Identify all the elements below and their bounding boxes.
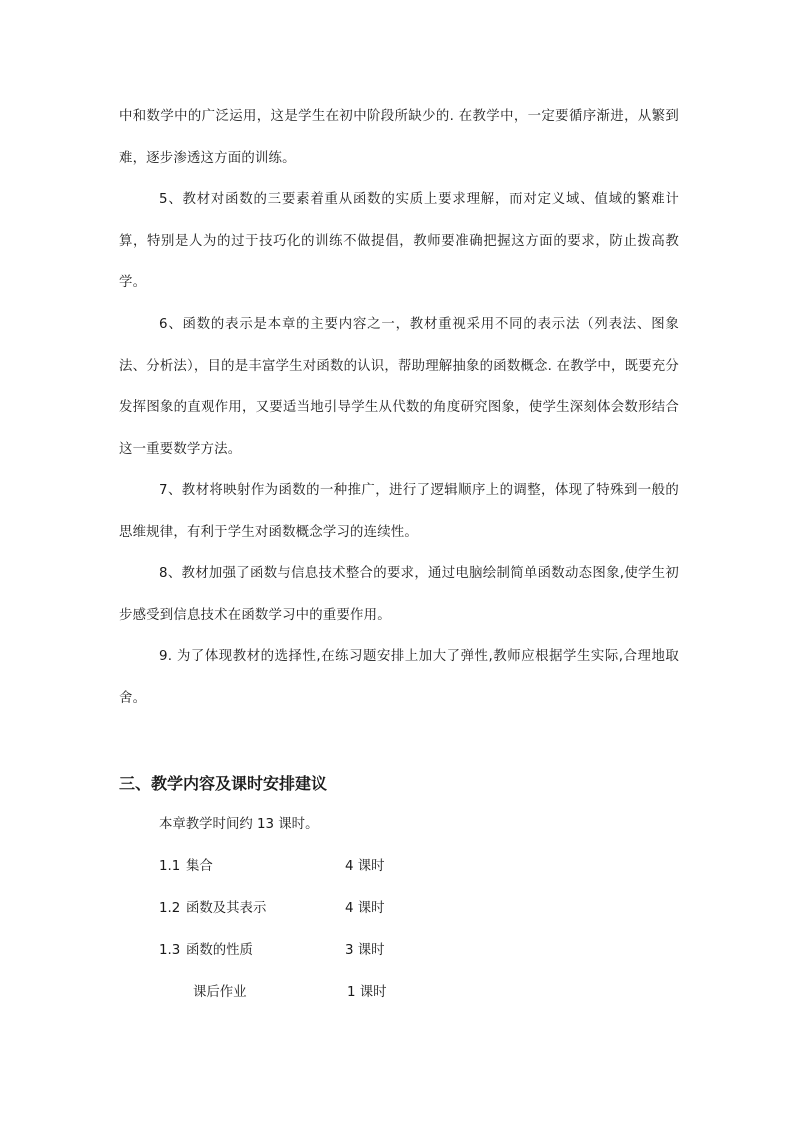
schedule-number: 1.1: [159, 859, 181, 874]
paragraph-item-8-block: [119, 553, 679, 636]
schedule-hours: 1 课时: [347, 985, 387, 1000]
schedule-hours: 4 课时: [345, 859, 385, 874]
schedule-topic: 函数的性质: [186, 943, 253, 958]
schedule-topic: 集合: [186, 859, 213, 874]
schedule-hours: 4 课时: [345, 901, 385, 916]
paragraph-item-9-block: [119, 636, 679, 719]
schedule-topic: 课后作业: [193, 985, 247, 1000]
schedule-topic: 函数及其表示: [186, 901, 267, 916]
paragraph-item-5: 5、教材对函数的三要素着重从函数的实质上要求理解，而对定义域、值域的繁难计算，特别是人为的过于技巧化的训练不做提倡，教师要准确把握这方面的要求，防止拨高教学。: [119, 192, 679, 290]
paragraph-item-6: 6、函数的表示是本章的主要内容之一，教材重视采用不同的表示法（列表法、图象法、分析法），目的是丰富学生对函数的认识，帮助理解抽象的函数概念. 在教学中，既要充分发挥图象的直观作用，又要适当地引导学生从代数的角度研究图象，使学生深刻体会数形结合这一重要数学方法。: [119, 317, 679, 457]
paragraph-item-7-block: [119, 470, 679, 553]
schedule-number: 1.2: [159, 901, 181, 916]
paragraph-item-7: 7、教材将映射作为函数的一种推广，进行了逻辑顺序上的调整，体现了特殊到一般的思维规律，有利于学生对函数概念学习的连续性。: [119, 483, 679, 540]
schedule-hours: 3 课时: [345, 943, 385, 958]
paragraph-item-6-block: [119, 304, 679, 470]
paragraph-continuation: [119, 96, 679, 179]
section-heading: 三、教学内容及课时安排建议: [119, 774, 328, 793]
paragraph-item-8: 8、教材加强了函数与信息技术整合的要求，通过电脑绘制简单函数动态图象,使学生初步感受到信息技术在函数学习中的重要作用。: [119, 566, 679, 623]
paragraph-1: 中和数学中的广泛运用，这是学生在初中阶段所缺少的. 在教学中，一定要循序渐进，从繁到难，逐步渗透这方面的训练。: [119, 109, 679, 166]
schedule-number: 1.3: [159, 943, 181, 958]
paragraph-item-9: 9. 为了体现教材的选择性,在练习题安排上加大了弹性,教师应根据学生实际,合理地取舍。: [119, 649, 679, 706]
paragraph-item-5-block: [119, 179, 679, 304]
section-intro: 本章教学时间约 13 课时。: [159, 817, 319, 832]
